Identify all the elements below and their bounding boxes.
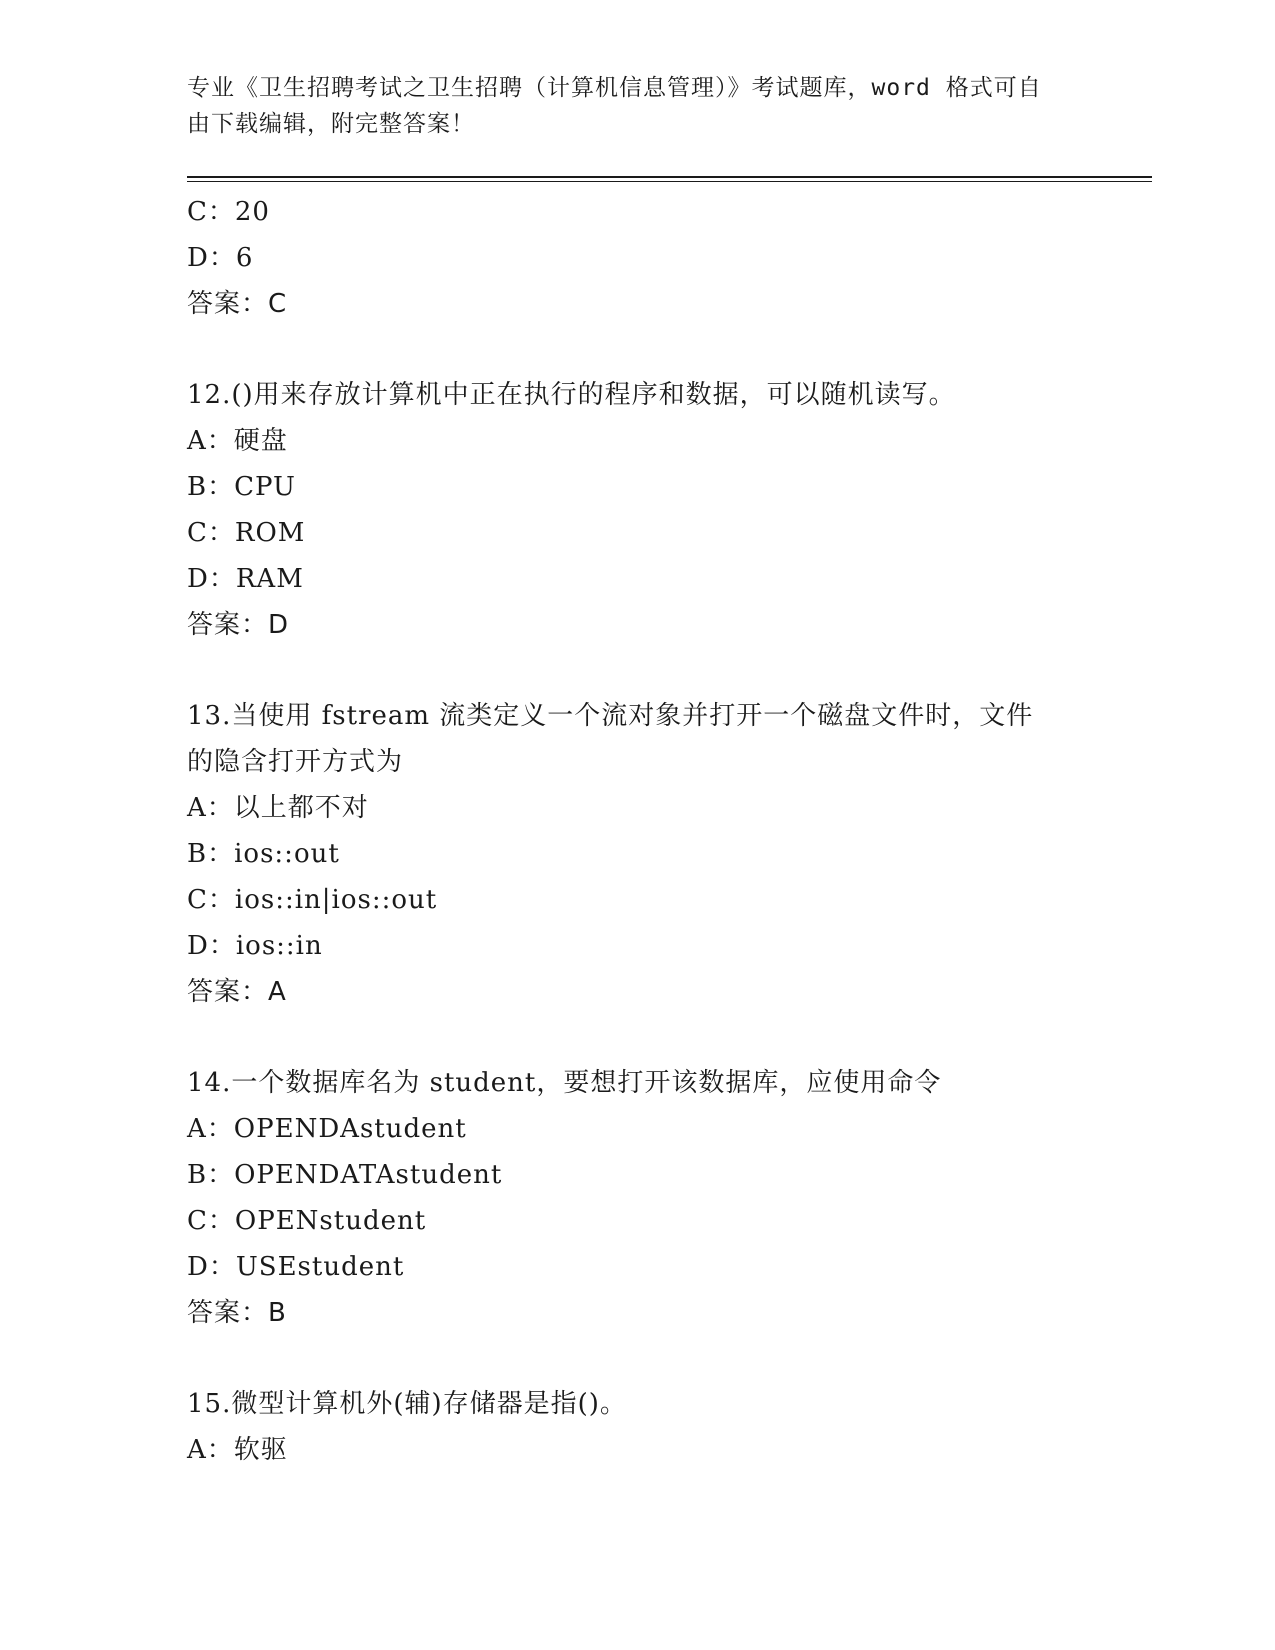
question-text: 13.当使用 fstream 流类定义一个流对象并打开一个磁盘文件时，文件 xyxy=(187,701,1034,731)
option-d: D：6 xyxy=(187,243,254,273)
document-header xyxy=(187,70,1087,142)
option-d: D：USEstudent xyxy=(187,1252,405,1282)
header-line-2: 由下载编辑，附完整答案！ xyxy=(187,111,475,137)
option-c: C：20 xyxy=(187,197,270,227)
question-list xyxy=(187,189,1107,1473)
option-c: C：ios::in|ios::out xyxy=(187,885,438,915)
spacer xyxy=(187,1336,1107,1381)
option-b: B：ios::out xyxy=(187,839,340,869)
header-divider-thick xyxy=(187,176,1152,178)
header-line-1: 专业《卫生招聘考试之卫生招聘（计算机信息管理）》考试题库，word 格式可自 xyxy=(187,75,1042,101)
spacer xyxy=(187,1015,1107,1060)
option-d: D：RAM xyxy=(187,564,304,594)
option-d: D：ios::in xyxy=(187,931,323,961)
option-a: A：OPENDAstudent xyxy=(187,1114,467,1144)
spacer xyxy=(187,327,1107,372)
answer-line: 答案：A xyxy=(187,977,287,1007)
answer-line: 答案：D xyxy=(187,610,290,640)
question-partial xyxy=(187,189,1107,327)
option-a: A：软驱 xyxy=(187,1435,288,1465)
question-13 xyxy=(187,693,1107,1015)
question-text: 15.微型计算机外(辅)存储器是指()。 xyxy=(187,1389,627,1419)
option-a: A：硬盘 xyxy=(187,426,288,456)
question-12 xyxy=(187,372,1107,648)
spacer xyxy=(187,648,1107,693)
option-a: A：以上都不对 xyxy=(187,793,369,823)
answer-line: 答案：B xyxy=(187,1298,287,1328)
question-text: 14.一个数据库名为 student，要想打开该数据库，应使用命令 xyxy=(187,1068,942,1098)
option-b: B：CPU xyxy=(187,472,296,502)
option-c: C：ROM xyxy=(187,518,306,548)
option-c: C：OPENstudent xyxy=(187,1206,427,1236)
question-14 xyxy=(187,1060,1107,1336)
question-text-continued: 的隐含打开方式为 xyxy=(187,747,404,777)
header-divider-thin xyxy=(187,181,1152,182)
answer-line: 答案：C xyxy=(187,289,288,319)
question-text: 12.()用来存放计算机中正在执行的程序和数据，可以随机读写。 xyxy=(187,380,956,410)
option-b: B：OPENDATAstudent xyxy=(187,1160,503,1190)
question-15 xyxy=(187,1381,1107,1473)
